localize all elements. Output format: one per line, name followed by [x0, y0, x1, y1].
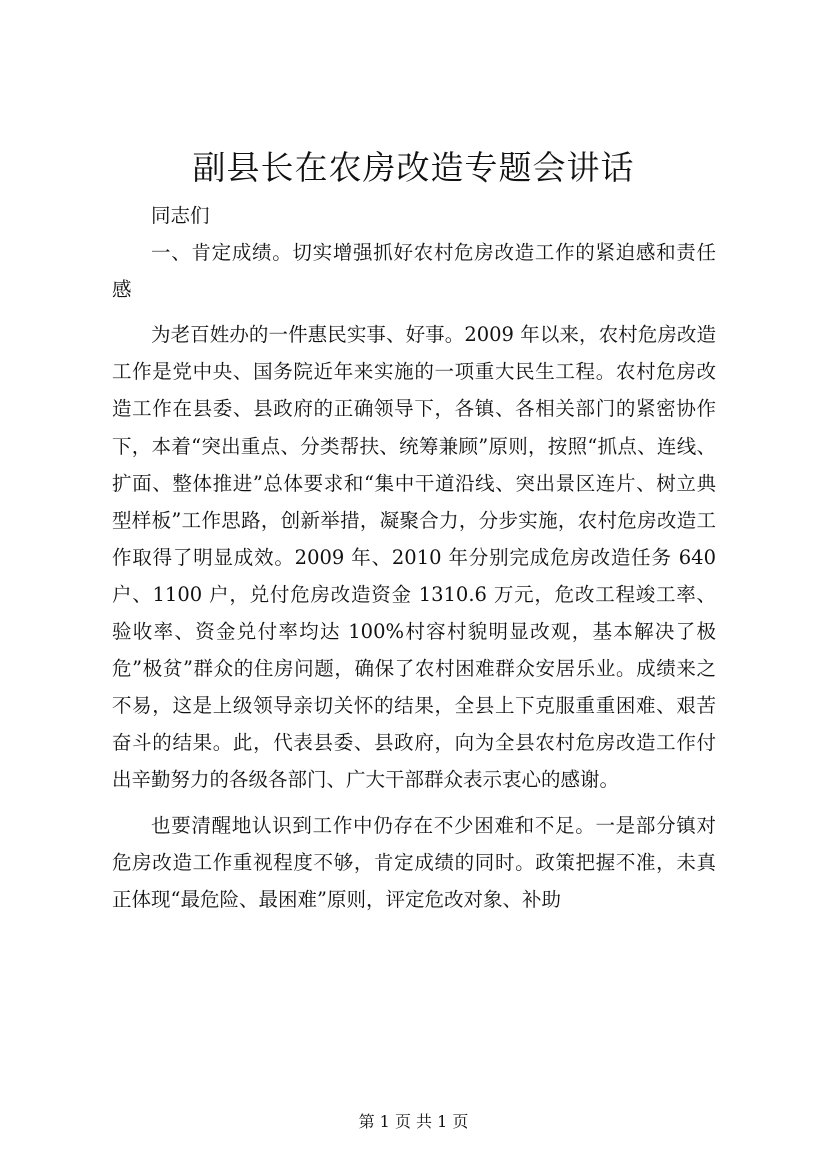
salutation: 同志们 [151, 204, 210, 227]
document-title: 副县长在农房改造专题会讲话 [192, 148, 635, 187]
section-heading: 一、肯定成绩。切实增强抓好农村危房改造工作的紧迫感和责任感 [112, 241, 716, 302]
page-footer: 第 1 页 共 1 页 [358, 1112, 469, 1131]
paragraph: 为老百姓办的一件惠民实事、好事。2009 年以来，农村危房改造工作是党中央、国务院近年来实施的一项重大民生工程。农村危房改造工作在县委、县政府的正确领导下，各镇、各相关部门的紧密协作下，本着“突出重点、分类帮扶、统筹兼顾”原则，按照“抓点、连线、扩面、整体推进”总体要求和“集中干道沿线、突出景区连片、树立典型样板”工作思路，创新举措，凝聚合力，分步实施，农村危房改造工作取得了明显成效。2009 年、2010 年分别完成危房改造任务 640 户、1100 户，兑付危房改造资金 1310.6 万元，危改工程竣工率、验收率、资金兑付率均达 100%村容村貌明显改观，基本解决了极危”极贫”群众的住房问题，确保了农村困难群众安居乐业。成绩来之不易，这是上级领导亲切关怀的结果，全县上下克服重重困难、艰苦奋斗的结果。此，代表县委、县政府，向为全县农村危房改造工作付出辛勤努力的各级各部门、广大干部群众表示衷心的感谢。 [112, 323, 716, 792]
paragraph-gap [112, 799, 716, 807]
paragraph-gap [112, 308, 716, 316]
document-body [112, 197, 716, 918]
paragraph: 也要清醒地认识到工作中仍存在不少困难和不足。一是部分镇对危房改造工作重视程度不够，肯定成绩的同时。政策把握不准，未真正体现“最危险、最困难”原则，评定危改对象、补助 [112, 813, 716, 911]
